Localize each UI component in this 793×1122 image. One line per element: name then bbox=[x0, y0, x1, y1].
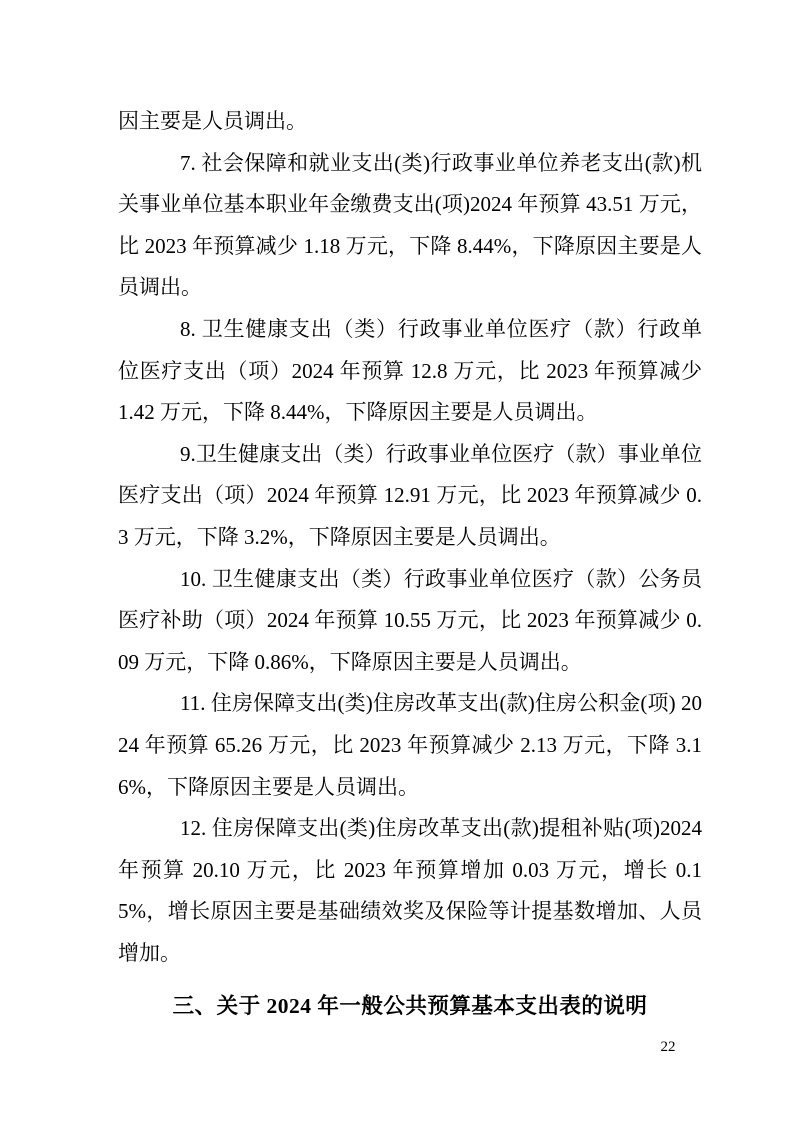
paragraph-item-8: 8. 卫生健康支出（类）行政事业单位医疗（款）行政单位医疗支出（项）2024 年预算 12.8 万元，比 2023 年预算减少 1.42 万元，下降 8.44%，下降原因主要是人员调出。 bbox=[118, 316, 702, 425]
paragraph-item-12: 12. 住房保障支出(类)住房改革支出(款)提租补贴(项)2024 年预算 20.10 万元，比 2023 年预算增加 0.03 万元，增长 0.15%，增长原因主要是基础绩效奖及保险等计提基数增加、人员增加。 bbox=[118, 816, 702, 965]
paragraph-continuation: 因主要是人员调出。 bbox=[118, 109, 307, 133]
page-body-text bbox=[118, 101, 702, 1028]
paragraph-item-7: 7. 社会保障和就业支出(类)行政事业单位养老支出(款)机关事业单位基本职业年金缴费支出(项)2024 年预算 43.51 万元，比 2023 年预算减少 1.18 万元，下降 8.44%，下降原因主要是人员调出。 bbox=[118, 150, 702, 300]
paragraph-item-11: 11. 住房保障支出(类)住房改革支出(款)住房公积金(项) 2024 年预算 65.26 万元，比 2023 年预算减少 2.13 万元，下降 3.16%，下降原因主要是人员调出。 bbox=[118, 691, 702, 799]
page-number: 22 bbox=[660, 1039, 676, 1055]
section-heading: 三、关于 2024 年一般公共预算基本支出表的说明 bbox=[172, 994, 648, 1019]
paragraph-item-9: 9.卫生健康支出（类）行政事业单位医疗（款）事业单位医疗支出（项）2024 年预算 12.91 万元，比 2023 年预算减少 0.3 万元，下降 3.2%，下降原因主要是人员调出。 bbox=[118, 441, 702, 549]
paragraph-item-10: 10. 卫生健康支出（类）行政事业单位医疗（款）公务员医疗补助（项）2024 年预算 10.55 万元，比 2023 年预算减少 0.09 万元，下降 0.86%，下降原因主要是人员调出。 bbox=[118, 566, 702, 674]
